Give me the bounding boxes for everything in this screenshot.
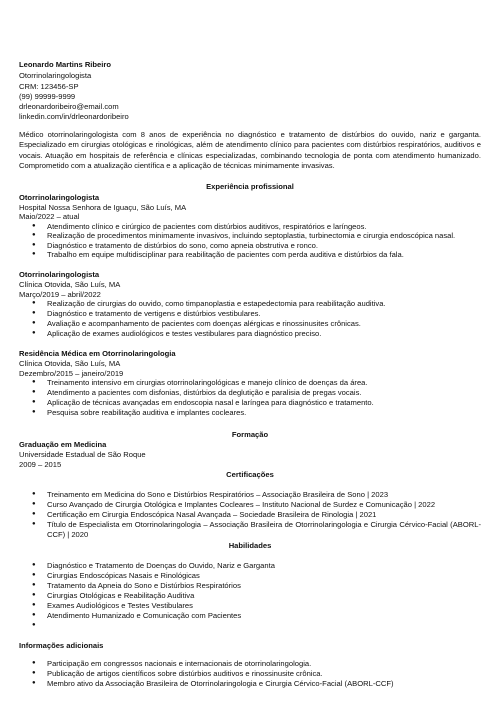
job-role: Residência Médica em Otorrinolaringologia — [19, 349, 176, 358]
degree: Graduação em Medicina — [19, 440, 107, 449]
phone-number: (99) 99999-9999 — [19, 92, 76, 101]
list-item-text: Participação em congressos nacionais e internacionais de otorrinolaringologia. — [47, 659, 312, 668]
list-item-text: Diagnóstico e tratamento de vertigens e distúrbios vestibulares. — [47, 309, 261, 318]
list-item-text: Certificação em Cirurgia Endoscópica Nasal Avançada – Sociedade Brasileira de Rinologia | 2021 — [47, 510, 377, 519]
job-place: Clínica Otovida, São Luís, MA — [19, 280, 121, 289]
experience-heading: Experiência profissional — [206, 182, 294, 191]
list-item-text: Diagnóstico e tratamento de distúrbios do sono, como apneia obstrutiva e ronco. — [47, 241, 319, 250]
list-item-text: Atendimento Humanizado e Comunicação com Pacientes — [47, 611, 242, 620]
education-dates: 2009 – 2015 — [19, 460, 62, 469]
list-item-text: Membro ativo da Associação Brasileira de Otorrinolaringologia e Cirurgia Cérvico-Facial (ABORL-CCF) — [47, 679, 394, 688]
certifications-heading: Certificações — [226, 470, 274, 479]
linkedin-url: linkedin.com/in/drleonardoribeiro — [19, 112, 129, 121]
job-place: Clínica Otovida, São Luís, MA — [19, 359, 121, 368]
list-item-text: Publicação de artigos científicos sobre distúrbios auditivos e rinossinusite crônica. — [47, 669, 323, 678]
job-dates: Dezembro/2015 – janeiro/2019 — [19, 369, 124, 378]
list-item-text: Aplicação de exames audiológicos e testes vestibulares para diagnóstico preciso. — [47, 329, 322, 338]
job-role: Otorrinolaringologista — [19, 270, 100, 279]
education-heading: Formação — [231, 430, 269, 439]
bullet-icon: ● — [32, 521, 36, 527]
list-item-text: Curso Avançado de Cirurgia Otológica e Implantes Cocleares – Instituto Nacional de Surdez e Comunicação | 2022 — [47, 500, 436, 509]
list-item-text: Trabalho em equipe multidisciplinar para reabilitação de pacientes com perda auditiva e distúrbios da fala. — [47, 250, 404, 259]
list-item-text: Aplicação de técnicas avançadas em endoscopia nasal e laríngea para diagnóstico e tratamento. — [47, 398, 374, 407]
list-item-text: Diagnóstico e Tratamento de Doenças do Ouvido, Nariz e Garganta — [47, 561, 275, 570]
candidate-title: Otorrinolaringologista — [19, 71, 92, 80]
professional-summary: Médico otorrinolaringologista com 8 anos de experiência no diagnóstico e tratamento de distúrbios do ouvido, nariz e garganta. Especializado em cirurgias otológicas e rinológicas, além de atendimento clínico para pacientes com distúrbios respiratórios, auditivos e vocais. Atuação em hospitais de referência e clínicas especializadas, combinando tecnologia de ponta com atendimento humanizado. Comprometido com a atualização científica e a aplicação de técnicas minimamente invasivas. — [19, 130, 481, 171]
list-item-text: Tratamento da Apneia do Sono e Distúrbios Respiratórios — [47, 581, 241, 590]
list-item-text: Título de Especialista em Otorrinolaringologia – Associação Brasileira de Otorrinolaringologia e Cirurgia Cérvico-Facial (ABORL-CCF) | 2020 — [47, 520, 481, 539]
school: Universidade Estadual de São Roque — [19, 450, 146, 459]
candidate-name: Leonardo Martins Ribeiro — [19, 60, 111, 69]
skills-heading: Habilidades — [228, 541, 272, 550]
job-role: Otorrinolaringologista — [19, 193, 100, 202]
list-item-text: Atendimento clínico e cirúrgico de pacientes com distúrbios auditivos, respiratórios e laríngeos. — [47, 222, 367, 231]
list-item-text: Avaliação e acompanhamento de pacientes com doenças alérgicas e rinossinusites crônicas. — [47, 319, 361, 328]
crm-number: CRM: 123456-SP — [19, 82, 79, 91]
job-place: Hospital Nossa Senhora de Iguaçu, São Luís, MA — [19, 203, 187, 212]
additional-heading: Informações adicionais — [19, 641, 104, 650]
job-dates: Maio/2022 – atual — [19, 212, 80, 221]
job-dates: Março/2019 – abril/2022 — [19, 290, 101, 299]
list-item-text: Treinamento intensivo em cirurgias otorrinolaringológicas e manejo clínico de doenças da área. — [47, 378, 368, 387]
list-item-text: Realização de cirurgias do ouvido, como timpanoplastia e estapedectomia para reabilitação auditiva. — [47, 299, 386, 308]
list-item-text: Cirurgias Otológicas e Reabilitação Auditiva — [47, 591, 195, 600]
list-item-text: Treinamento em Medicina do Sono e Distúrbios Respiratórios – Associação Brasileira de Sono | 2023 — [47, 490, 389, 499]
list-item-text: Realização de procedimentos minimamente invasivos, incluindo septoplastia, turbinectomia e cirurgia endoscópica nasal. — [47, 231, 456, 240]
list-item-text: Cirurgias Endoscópicas Nasais e Rinológicas — [47, 571, 200, 580]
list-item-text: Pesquisa sobre reabilitação auditiva e implantes cocleares. — [47, 408, 247, 417]
list-item-text: Exames Audiológicos e Testes Vestibulares — [47, 601, 193, 610]
email-address: drleonardoribeiro@email.com — [19, 102, 119, 111]
list-item-text: Atendimento a pacientes com disfonias, distúrbios da deglutição e paralisia de pregas vocais. — [47, 388, 362, 397]
